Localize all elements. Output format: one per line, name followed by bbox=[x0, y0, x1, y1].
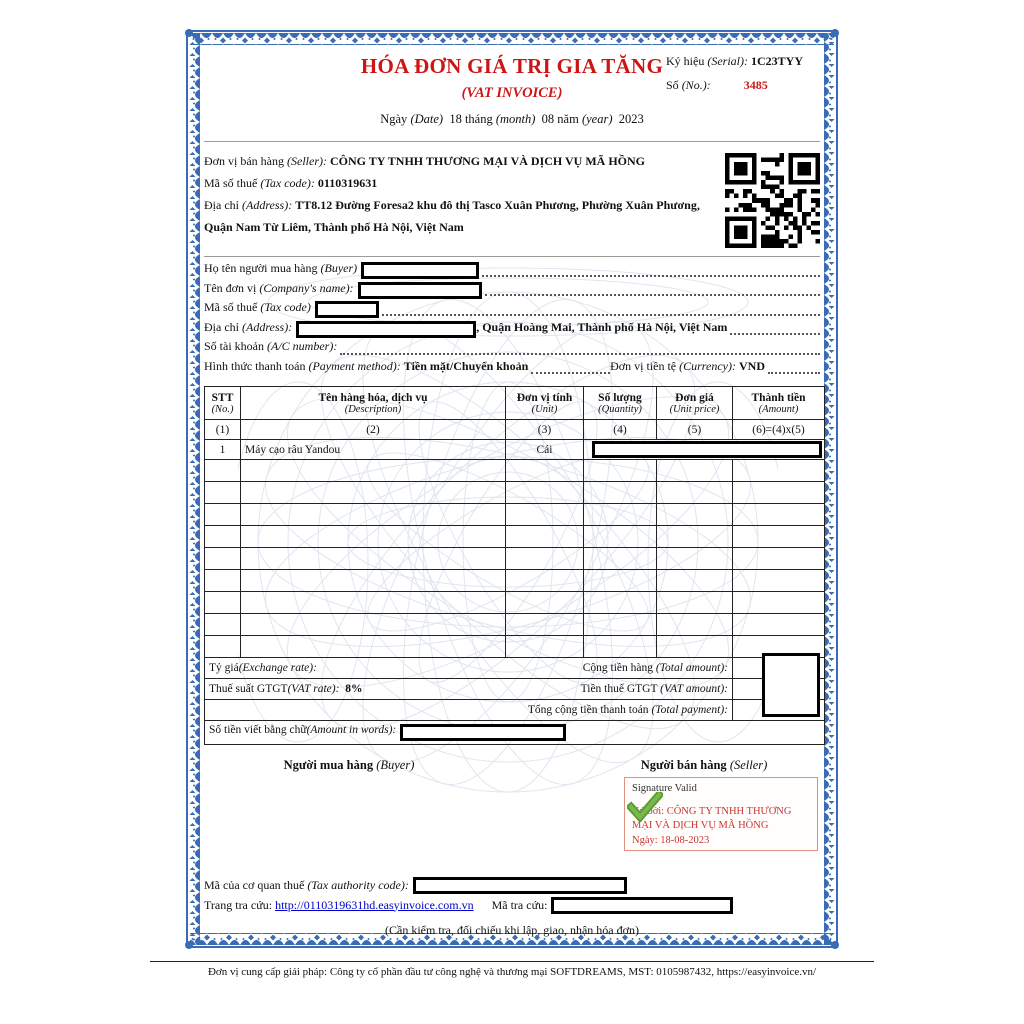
dotted-leader bbox=[382, 314, 820, 316]
section-divider bbox=[204, 141, 820, 142]
column-header: Đơn vị tính (Unit) bbox=[506, 387, 584, 420]
lookup-code-label: Mã tra cứu: bbox=[491, 897, 548, 912]
invoice-month: 08 bbox=[541, 112, 555, 126]
redaction-box bbox=[400, 724, 566, 741]
invoice-subtitle: (VAT INVOICE) bbox=[461, 85, 563, 101]
lookup-label: Trang tra cứu: bbox=[204, 897, 273, 912]
column-header: Thành tiền (Amount) bbox=[733, 387, 825, 420]
empty-row bbox=[205, 504, 825, 526]
tax-authority-label: Mã của cơ quan thuế bbox=[204, 877, 305, 892]
signed-by-text: Ký bởi: CÔNG TY TNHH THƯƠNG MẠI VÀ DỊCH VỤ MÃ HỒNG bbox=[632, 805, 792, 832]
totals-row: Tổng cộng tiền thanh toán (Total payment): bbox=[205, 700, 825, 721]
table-header-row bbox=[205, 387, 825, 420]
seller-label: Đơn vị bán hàng bbox=[204, 154, 284, 168]
buyer-address: , Quận Hoàng Mai, Thành phố Hà Nội, Việt Nam bbox=[476, 319, 728, 334]
buyer-name-label: Họ tên người mua hàng bbox=[204, 261, 318, 275]
empty-row bbox=[205, 482, 825, 504]
redaction-box bbox=[551, 897, 733, 914]
seller-name: CÔNG TY TNHH THƯƠNG MẠI VÀ DỊCH VỤ MÃ HỒNG bbox=[329, 154, 646, 168]
seller-taxcode: 0110319631 bbox=[317, 176, 378, 190]
redaction-box bbox=[413, 877, 627, 894]
column-number-row: (1) (2) (3) (4) (5) (6)=(4)x(5) bbox=[205, 420, 825, 440]
empty-row bbox=[205, 548, 825, 570]
dotted-leader bbox=[531, 372, 610, 374]
empty-row bbox=[205, 592, 825, 614]
signature-seller-label: Người bán hàng (Seller) bbox=[640, 758, 768, 772]
signature-buyer-label: Người mua hàng (Buyer) bbox=[283, 758, 415, 772]
provider-footer: Đơn vị cung cấp giải pháp: Công ty cổ phần đầu tư công nghệ và thương mại SOFTDREAMS, MST: 0105987432, https://easyinvoice.vn/ bbox=[150, 961, 874, 978]
dotted-leader bbox=[485, 294, 820, 296]
signature-valid-box bbox=[624, 777, 818, 851]
lookup-section bbox=[204, 875, 820, 938]
empty-row bbox=[205, 526, 825, 548]
serial-value: 1C23TYY bbox=[750, 54, 803, 68]
seller-address: TT8.12 Đường Foresa2 khu đô thị Tasco Xuân Phương, Phường Xuân Phương, Quận Nam Từ Liêm, Thành phố Hà Nội, Việt Nam bbox=[204, 198, 700, 234]
column-header: Đơn giá (Unit price) bbox=[657, 387, 733, 420]
column-header: Tên hàng hóa, dịch vụ (Description) bbox=[241, 387, 506, 420]
invoice-day: 18 bbox=[449, 112, 462, 126]
redaction-box bbox=[315, 301, 379, 318]
invoice-header bbox=[204, 54, 820, 127]
payment-row: Hình thức thanh toán (Payment method): Tiền mặt/Chuyển khoản Đơn vị tiền tệ (Currency): VND bbox=[204, 359, 820, 379]
check-icon bbox=[627, 792, 663, 822]
buyer-company-label: Tên đơn vị bbox=[204, 280, 257, 295]
totals-row: Tỷ giá (Exchange rate): Cộng tiền hàng (Total amount): bbox=[205, 658, 825, 679]
verification-note: (Cần kiểm tra, đối chiếu khi lập, giao, nhận hóa đơn) bbox=[385, 923, 639, 937]
corner-ornament bbox=[831, 941, 839, 949]
signature-section bbox=[204, 753, 820, 851]
corner-ornament bbox=[185, 29, 193, 37]
buyer-account-label: Số tài khoản bbox=[204, 339, 264, 353]
redaction-box bbox=[296, 321, 476, 338]
dotted-leader bbox=[482, 275, 820, 277]
seller-address-label: Địa chỉ bbox=[204, 198, 239, 212]
border-ornament-left bbox=[189, 34, 201, 944]
invoice-number: 3485 bbox=[743, 78, 768, 92]
item-row: 1 Máy cạo râu Yandou Cái bbox=[205, 440, 825, 460]
buyer-address-label: Địa chỉ bbox=[204, 319, 239, 334]
buyer-section bbox=[204, 261, 820, 378]
invoice-page bbox=[186, 30, 838, 948]
tax-authority-row: Mã của cơ quan thuế (Tax authority code): bbox=[204, 875, 820, 895]
empty-row bbox=[205, 570, 825, 592]
totals-row: Thuế suất GTGT (VAT rate): 8% Tiền thuế GTGT (VAT amount): bbox=[205, 679, 825, 700]
lookup-link[interactable]: http://0110319631hd.easyinvoice.com.vn bbox=[275, 897, 474, 912]
payment-method-label: Hình thức thanh toán bbox=[204, 358, 306, 373]
redaction-box bbox=[592, 441, 822, 458]
signature-valid-text: Signature Valid bbox=[632, 783, 697, 794]
dotted-leader bbox=[768, 372, 820, 374]
empty-row bbox=[205, 614, 825, 636]
qr-code bbox=[725, 153, 820, 248]
amount-in-words-row: Số tiền viết bằng chữ (Amount in words): bbox=[205, 721, 825, 745]
invoice-date-line: Ngày (Date) 18 tháng (month) 08 năm (year) 2023 bbox=[380, 112, 644, 126]
buyer-company-row: Tên đơn vị (Company's name): bbox=[204, 281, 820, 301]
corner-ornament bbox=[831, 29, 839, 37]
corner-ornament bbox=[185, 941, 193, 949]
redaction-box bbox=[358, 282, 482, 299]
serial-block: Ký hiệu (Serial): 1C23TYY Số (No.): 3485 bbox=[666, 54, 803, 92]
buyer-account-row: Số tài khoản (A/C number): bbox=[204, 339, 820, 359]
invoice-title: HÓA ĐƠN GIÁ TRỊ GIA TĂNG bbox=[360, 54, 664, 78]
items-table-wrap bbox=[204, 386, 820, 745]
currency-label: Đơn vị tiền tệ bbox=[610, 358, 677, 373]
item-description: Máy cạo râu Yandou bbox=[241, 440, 506, 460]
buyer-taxcode-label: Mã số thuế bbox=[204, 300, 258, 314]
lookup-row bbox=[204, 895, 820, 915]
items-table bbox=[204, 386, 825, 745]
empty-row bbox=[205, 460, 825, 482]
empty-row bbox=[205, 636, 825, 658]
invoice-year: 2023 bbox=[618, 112, 644, 126]
dotted-leader bbox=[730, 333, 820, 335]
column-header: STT (No.) bbox=[205, 387, 241, 420]
payment-method-value: Tiền mặt/Chuyển khoản bbox=[403, 358, 529, 373]
seller-section: Đơn vị bán hàng (Seller): CÔNG TY TNHH THƯƠNG MẠI VÀ DỊCH VỤ MÃ HỒNG Mã số thuế (Tax code): 0110319631 Địa chỉ (Address): TT8.12 Đường Foresa2 khu đô thị Tasco Xuân Phương, Phường Xuân Phương, Quận Nam Từ Liêm, Thành phố Hà Nội, Việt Nam bbox=[204, 150, 820, 252]
currency-value: VND bbox=[739, 358, 765, 373]
seller-taxcode-label: Mã số thuế bbox=[204, 176, 258, 190]
sign-date-text: Ngày: 18-08-2023 bbox=[632, 835, 710, 847]
section-divider bbox=[204, 256, 820, 257]
buyer-name-row: Họ tên người mua hàng (Buyer) bbox=[204, 261, 820, 281]
redaction-box-totals bbox=[762, 653, 820, 717]
dotted-leader bbox=[340, 353, 820, 355]
buyer-address-row: Địa chỉ (Address): , Quận Hoàng Mai, Thành phố Hà Nội, Việt Nam bbox=[204, 320, 820, 340]
column-header: Số lượng (Quantity) bbox=[584, 387, 657, 420]
buyer-taxcode-row: Mã số thuế (Tax code) bbox=[204, 300, 820, 320]
redaction-box bbox=[361, 262, 479, 279]
